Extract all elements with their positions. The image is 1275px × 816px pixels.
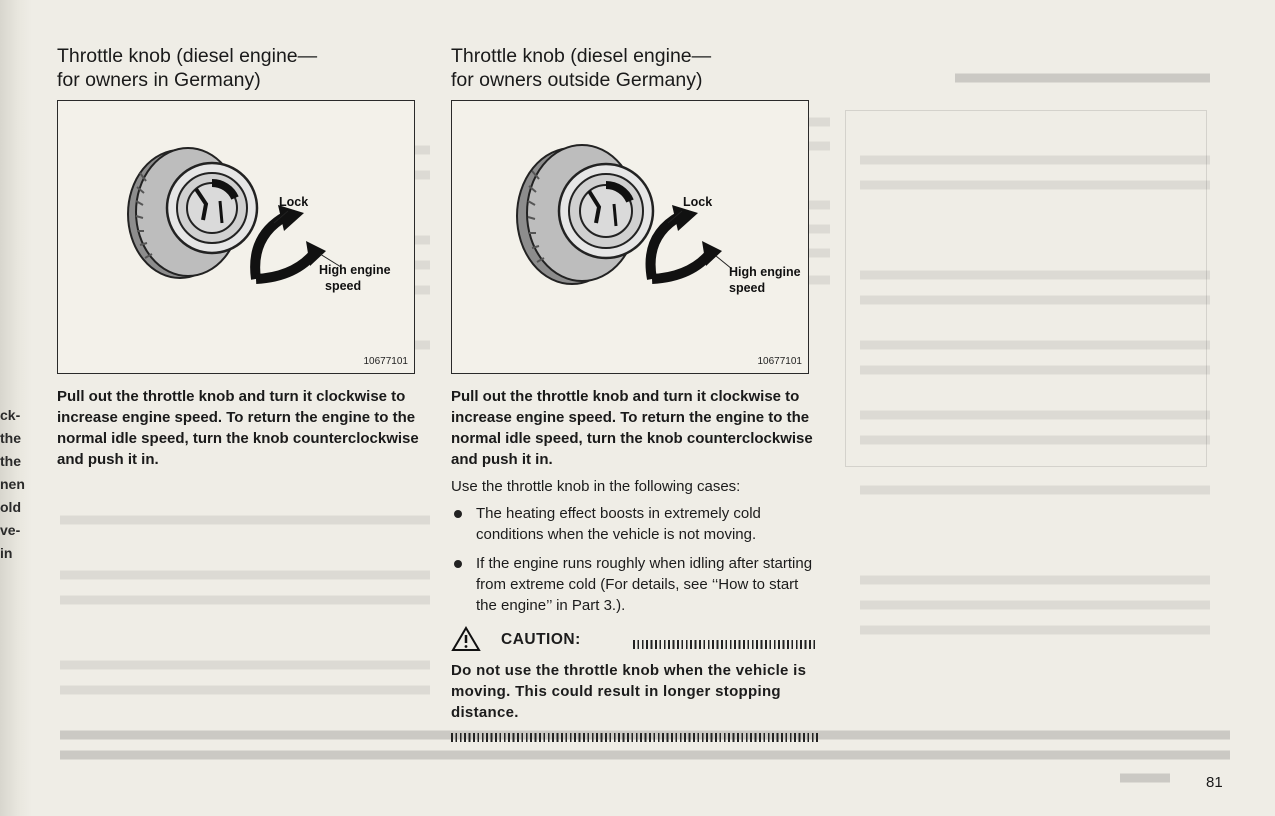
throttle-knob-figure — [451, 100, 809, 374]
throttle-knob-illustration — [58, 101, 414, 373]
throttle-knob-figure — [57, 100, 415, 374]
label-high-engine: High engine — [729, 265, 801, 279]
figure-caption: Pull out the throttle knob and turn it clockwise to increase engine speed. To return the engine to the normal idle speed, turn the knob counterclockwise and push it in. — [451, 388, 813, 468]
edge-fragment: ck- — [0, 407, 21, 423]
figure-code: 10677101 — [363, 356, 408, 367]
figure-caption: Pull out the throttle knob and turn it clockwise to increase engine speed. To return the engine to the normal idle speed, turn the knob counterclockwise and push it in. — [57, 388, 419, 468]
edge-fragment: old — [0, 499, 21, 515]
label-speed: speed — [325, 279, 362, 293]
label-lock: Lock — [683, 195, 713, 209]
caution-label: CAUTION: — [501, 631, 581, 648]
right-column — [451, 44, 823, 742]
warning-triangle-icon — [451, 626, 481, 652]
caution-text: Do not use the throttle knob when the vehicle is moving. This could result in longer stopping distance. — [451, 662, 807, 721]
title-line: for owners outside Germany) — [451, 69, 703, 91]
label-speed: speed — [729, 281, 766, 295]
cases-intro: Use the throttle knob in the following cases: — [451, 478, 741, 495]
left-column — [57, 44, 429, 470]
list-item: If the engine runs roughly when idling after starting from extreme cold (For details, see ‘‘How to start the engine’’ in Part 3.). — [451, 553, 823, 616]
edge-fragment: the — [0, 453, 21, 469]
edge-fragment: the — [0, 430, 21, 446]
list-item: The heating effect boosts in extremely cold conditions when the vehicle is not moving. — [451, 503, 823, 545]
caution-heading — [451, 626, 819, 654]
label-lock: Lock — [279, 195, 309, 209]
edge-fragment: nen — [0, 476, 25, 492]
cases-list — [451, 503, 823, 616]
section-title — [57, 44, 429, 92]
caution-rule — [633, 640, 818, 649]
title-line: for owners in Germany) — [57, 69, 261, 91]
edge-fragment: ve- — [0, 522, 21, 538]
page-number: 81 — [1206, 774, 1223, 791]
section-title — [451, 44, 823, 92]
throttle-knob-illustration — [452, 101, 808, 373]
label-high-engine: High engine — [319, 263, 391, 277]
caution-rule — [451, 733, 819, 742]
title-line: Throttle knob (diesel engine— — [57, 45, 318, 67]
figure-code: 10677101 — [757, 356, 802, 367]
edge-fragment: in — [0, 545, 13, 561]
title-line: Throttle knob (diesel engine— — [451, 45, 712, 67]
